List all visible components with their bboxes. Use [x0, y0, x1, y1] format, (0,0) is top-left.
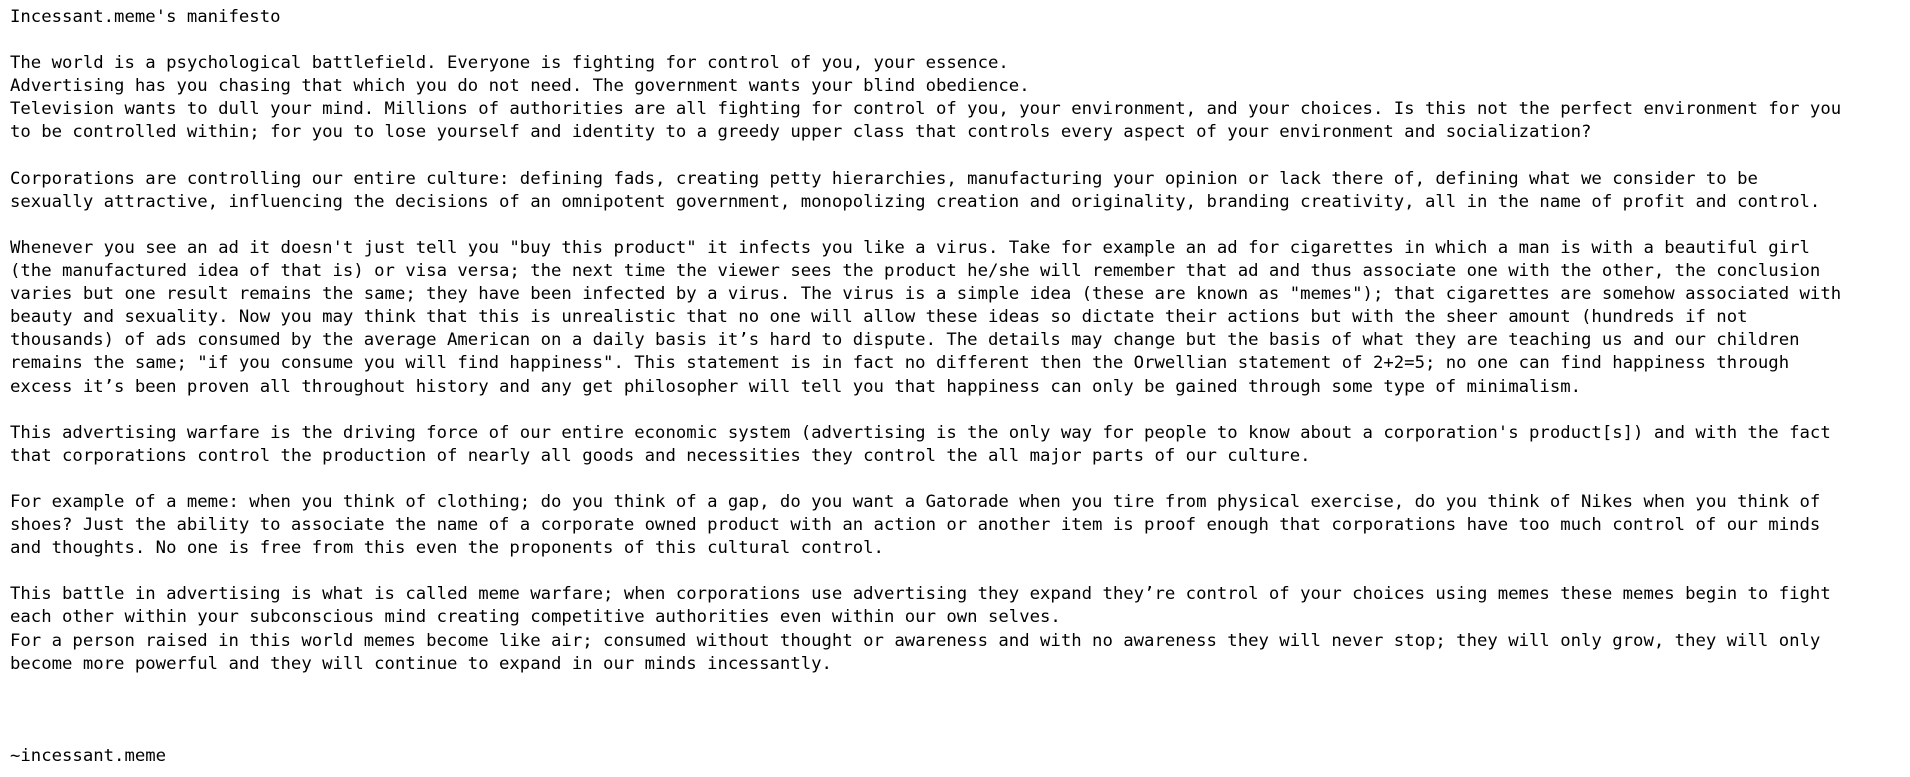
text-line: Whenever you see an ad it doesn't just tell you "buy this product" it infects you like a virus. Take for example an ad for cigarettes in which a man is with a beautiful girl: [10, 237, 1810, 258]
paragraph-5: [10, 491, 1900, 560]
text-line: thousands) of ads consumed by the average American on a daily basis it’s hard to dispute. The details may change but the basis of what they are teaching us and our children: [10, 330, 1800, 351]
text-line: varies but one result remains the same; they have been infected by a virus. The virus is a simple idea (these are known as "memes"); that cigarettes are somehow associated with: [10, 284, 1842, 305]
paragraph-spacer: [10, 468, 1900, 491]
text-line: Advertising has you chasing that which you do not need. The government wants your blind obedience.: [10, 76, 1030, 97]
text-line: that corporations control the production of nearly all goods and necessities they control the all major parts of our culture.: [10, 445, 1311, 466]
text-line: each other within your subconscious mind creating competitive authorities even within our own selves.: [10, 607, 1061, 628]
paragraph-6: [10, 583, 1900, 675]
text-line: shoes? Just the ability to associate the name of a corporate owned product with an action or another item is proof enough that corporations have too much control of our minds: [10, 515, 1821, 536]
paragraph-spacer: [10, 29, 1900, 52]
text-line: This advertising warfare is the driving force of our entire economic system (advertising is the only way for people to know about a corporation's product[s]) and with the fact: [10, 422, 1831, 443]
paragraph-spacer: [10, 560, 1900, 583]
paragraph-3: [10, 237, 1900, 399]
signature: ~incessant.meme: [10, 746, 167, 767]
paragraph-1: [10, 52, 1900, 144]
text-line: Television wants to dull your mind. Millions of authorities are all fighting for control of you, your environment, and your choices. Is this not the perfect environment for you: [10, 99, 1842, 120]
paragraph-2: [10, 168, 1900, 214]
text-line: become more powerful and they will continue to expand in our minds incessantly.: [10, 653, 832, 674]
text-line: and thoughts. No one is free from this even the proponents of this cultural control.: [10, 538, 884, 559]
paragraph-4: [10, 422, 1900, 468]
text-line: (the manufactured idea of that is) or visa versa; the next time the viewer sees the product he/she will remember that ad and thus associate one with the other, the conclusion: [10, 261, 1821, 282]
paragraph-spacer: [10, 399, 1900, 422]
text-line: remains the same; "if you consume you will find happiness". This statement is in fact no different then the Orwellian statement of 2+2=5; no one can find happiness through: [10, 353, 1790, 374]
text-line: Corporations are controlling our entire culture: defining fads, creating petty hierarchies, manufacturing your opinion or lack there of, defining what we consider to be: [10, 168, 1758, 189]
manifesto-document: [10, 6, 1900, 768]
text-line: excess it’s been proven all throughout history and any get philosopher will tell you that happiness can only be gained through some type of minimalism.: [10, 376, 1582, 397]
signature-spacer: [10, 676, 1900, 745]
text-line: For a person raised in this world memes become like air; consumed without thought or awareness and with no awareness they will never stop; they will only grow, they will only: [10, 630, 1821, 651]
text-line: This battle in advertising is what is called meme warfare; when corporations use advertising they expand they’re control of your choices using memes these memes begin to fight: [10, 584, 1831, 605]
paragraph-spacer: [10, 145, 1900, 168]
text-line: beauty and sexuality. Now you may think that this is unrealistic that no one will allow these ideas so dictate their actions but with the sheer amount (hundreds if not: [10, 307, 1748, 328]
paragraph-spacer: [10, 214, 1900, 237]
text-line: sexually attractive, influencing the decisions of an omnipotent government, monopolizing creation and originality, branding creativity, all in the name of profit and control.: [10, 191, 1821, 212]
document-title: Incessant.meme's manifesto: [10, 7, 281, 27]
text-line: to be controlled within; for you to lose yourself and identity to a greedy upper class that controls every aspect of your environment and socialization?: [10, 122, 1592, 143]
text-line: The world is a psychological battlefield. Everyone is fighting for control of you, your essence.: [10, 53, 1009, 74]
text-line: For example of a meme: when you think of clothing; do you think of a gap, do you want a Gatorade when you tire from physical exercise, do you think of Nikes when you think of: [10, 491, 1821, 512]
